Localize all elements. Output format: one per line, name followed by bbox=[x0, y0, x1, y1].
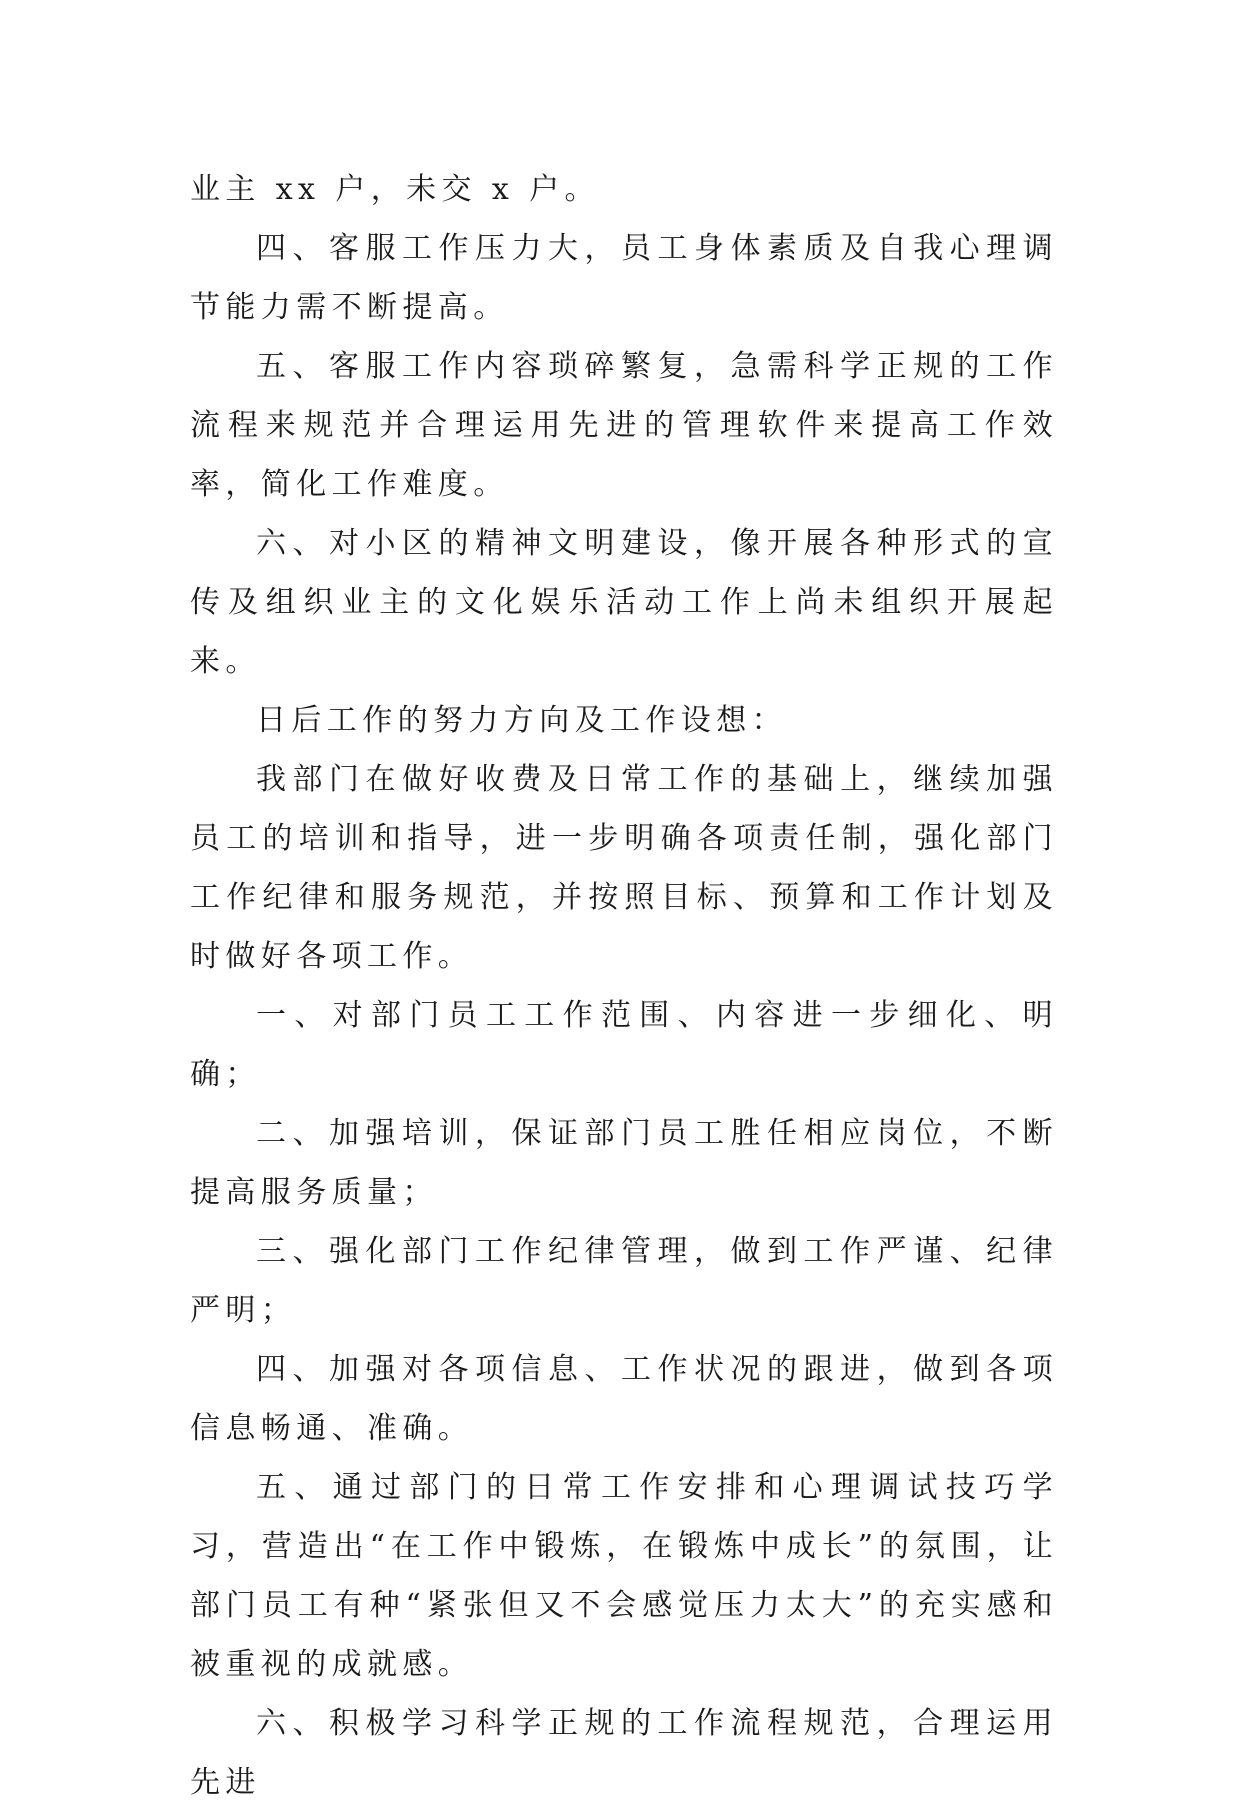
paragraph-item-4: 四、客服工作压力大，员工身体素质及自我心理调节能力需不断提高。 bbox=[190, 231, 1058, 325]
plan-item-4: 四、加强对各项信息、工作状况的跟进，做到各项信息畅通、准确。 bbox=[190, 1352, 1058, 1446]
paragraph-continuation: 业主 xx 户，未交 x 户。 bbox=[190, 172, 600, 207]
plan-item-5: 五、通过部门的日常工作安排和心理调试技巧学习，营造出“在工作中锻炼，在锻炼中成长”的氛围，让部门员工有种“紧张但又不会感觉压力太大”的充实感和被重视的成就感。 bbox=[190, 1470, 1058, 1682]
paragraph-item-6: 六、对小区的精神文明建设，像开展各种形式的宣传及组织业主的文化娱乐活动工作上尚未组织开展起来。 bbox=[190, 526, 1058, 679]
paragraph-item-5: 五、客服工作内容琐碎繁复，急需科学正规的工作流程来规范并合理运用先进的管理软件来提高工作效率，简化工作难度。 bbox=[190, 349, 1058, 502]
plan-item-1: 一、对部门员工工作范围、内容进一步细化、明确； bbox=[190, 998, 1058, 1092]
plan-item-6: 六、积极学习科学正规的工作流程规范，合理运用先进 bbox=[190, 1706, 1058, 1800]
document-body bbox=[190, 160, 1058, 1812]
plan-item-3: 三、强化部门工作纪律管理，做到工作严谨、纪律严明； bbox=[190, 1234, 1058, 1328]
paragraph-plans-intro: 我部门在做好收费及日常工作的基础上，继续加强员工的培训和指导，进一步明确各项责任制，强化部门工作纪律和服务规范，并按照目标、预算和工作计划及时做好各项工作。 bbox=[190, 762, 1058, 974]
plan-item-2: 二、加强培训，保证部门员工胜任相应岗位，不断提高服务质量； bbox=[190, 1116, 1058, 1210]
section-heading-future-plans: 日后工作的努力方向及工作设想： bbox=[256, 703, 787, 738]
